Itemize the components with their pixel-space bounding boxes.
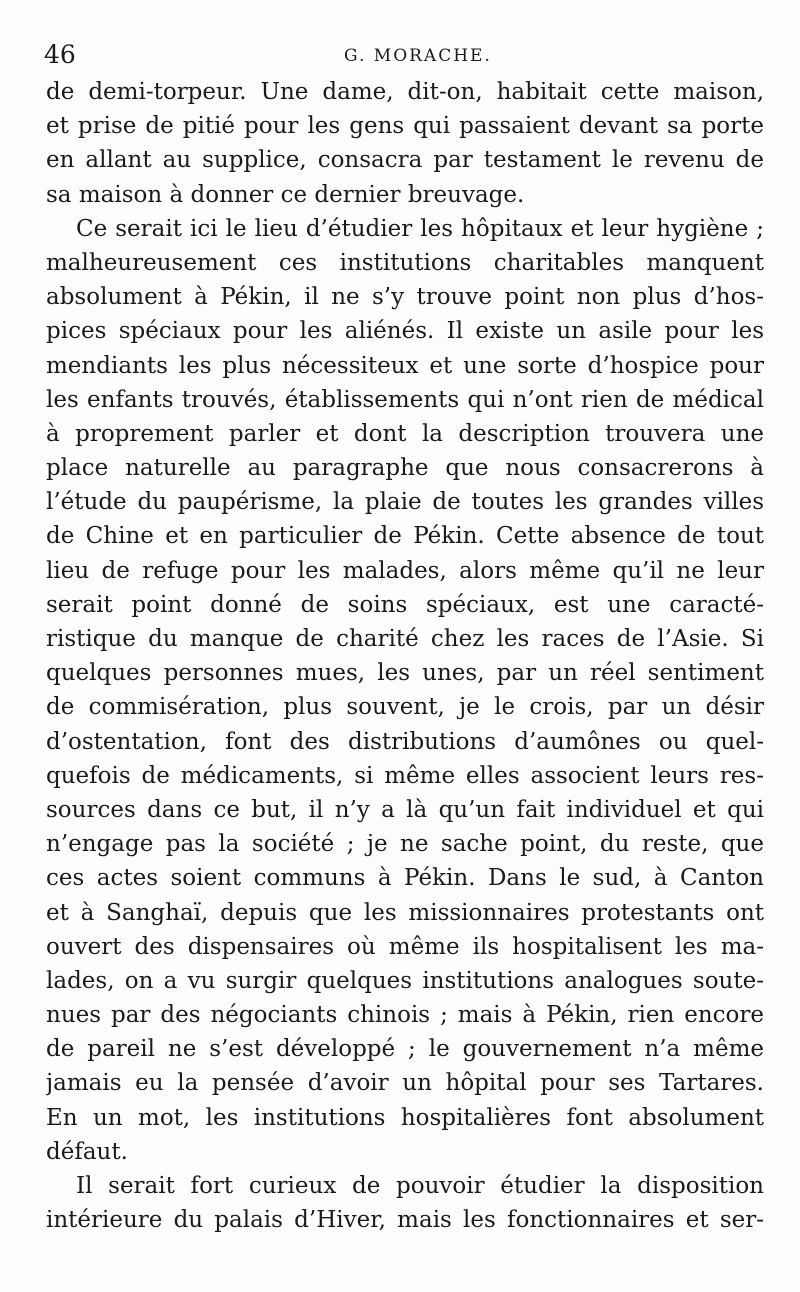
text-line: jamais eu la pensée d’avoir un hôpital pour ses Tartares.	[46, 1070, 764, 1097]
text-line: de pareil ne s’est développé ; le gouvernement n’a même	[46, 1036, 764, 1063]
text-line: Ce serait ici le lieu d’étudier les hôpitaux et leur hygiène ;	[76, 215, 764, 242]
page-number: 46	[44, 40, 76, 69]
text-line: sa maison à donner ce dernier breuvage.	[46, 181, 525, 208]
text-line: les enfants trouvés, établissements qui n’ont rien de médical	[46, 386, 764, 413]
text-line: d’ostentation, font des distributions d’aumônes ou quel-	[46, 728, 764, 755]
text-line: nues par des négociants chinois ; mais à Pékin, rien encore	[46, 1002, 764, 1029]
text-line: mendiants les plus nécessiteux et une sorte d’hospice pour	[46, 352, 764, 379]
text-line: de Chine et en particulier de Pékin. Cette absence de tout	[46, 523, 764, 550]
text-line: l’étude du paupérisme, la plaie de toutes les grandes villes	[46, 489, 764, 516]
text-line: et à Sanghaï, depuis que les missionnaires protestants ont	[46, 899, 764, 926]
text-line: malheureusement ces institutions charitables manquent	[46, 249, 764, 276]
text-line: de commisération, plus souvent, je le crois, par un désir	[46, 694, 764, 721]
text-line: défaut.	[46, 1138, 128, 1165]
text-line: à proprement parler et dont la description trouvera une	[46, 420, 764, 447]
text-line: ristique du manque de charité chez les races de l’Asie. Si	[46, 626, 764, 652]
text-line: Il serait fort curieux de pouvoir étudier la disposition	[76, 1173, 764, 1199]
text-line: lieu de refuge pour les malades, alors même qu’il ne leur	[46, 557, 764, 584]
text-line: n’engage pas la société ; je ne sache point, du reste, que	[46, 831, 764, 858]
text-line: En un mot, les institutions hospitalières font absolument	[46, 1104, 764, 1131]
text-line: de demi-torpeur. Une dame, dit-on, habitait cette maison,	[46, 79, 764, 105]
text-line: lades, on a vu surgir quelques institutions analogues soute-	[46, 967, 764, 994]
page-header	[44, 40, 764, 70]
text-line: quelques personnes mues, les unes, par un réel sentiment	[46, 660, 764, 687]
text-line: sources dans ce but, il n’y a là qu’un fait individuel et qui	[46, 796, 764, 823]
text-line: en allant au supplice, consacra par testament le revenu de	[46, 147, 764, 174]
text-line: quefois de médicaments, si même elles associent leurs res-	[46, 762, 764, 789]
running-head: G. MORACHE.	[344, 46, 492, 66]
text-line: ces actes soient communs à Pékin. Dans le sud, à Canton	[46, 865, 764, 892]
text-line: intérieure du palais d’Hiver, mais les fonctionnaires et ser-	[46, 1207, 764, 1234]
text-line: place naturelle au paragraphe que nous consacrerons à	[46, 455, 764, 482]
text-line: ouvert des dispensaires où même ils hospitalisent les ma-	[46, 933, 764, 960]
text-line: serait point donné de soins spéciaux, est une caracté-	[46, 591, 764, 618]
text-line: pices spéciaux pour les aliénés. Il existe un asile pour les	[46, 318, 764, 345]
text-line: absolument à Pékin, il ne s’y trouve point non plus d’hos-	[46, 284, 764, 311]
body-text	[46, 75, 764, 1237]
text-line: et prise de pitié pour les gens qui passaient devant sa porte	[46, 113, 764, 140]
